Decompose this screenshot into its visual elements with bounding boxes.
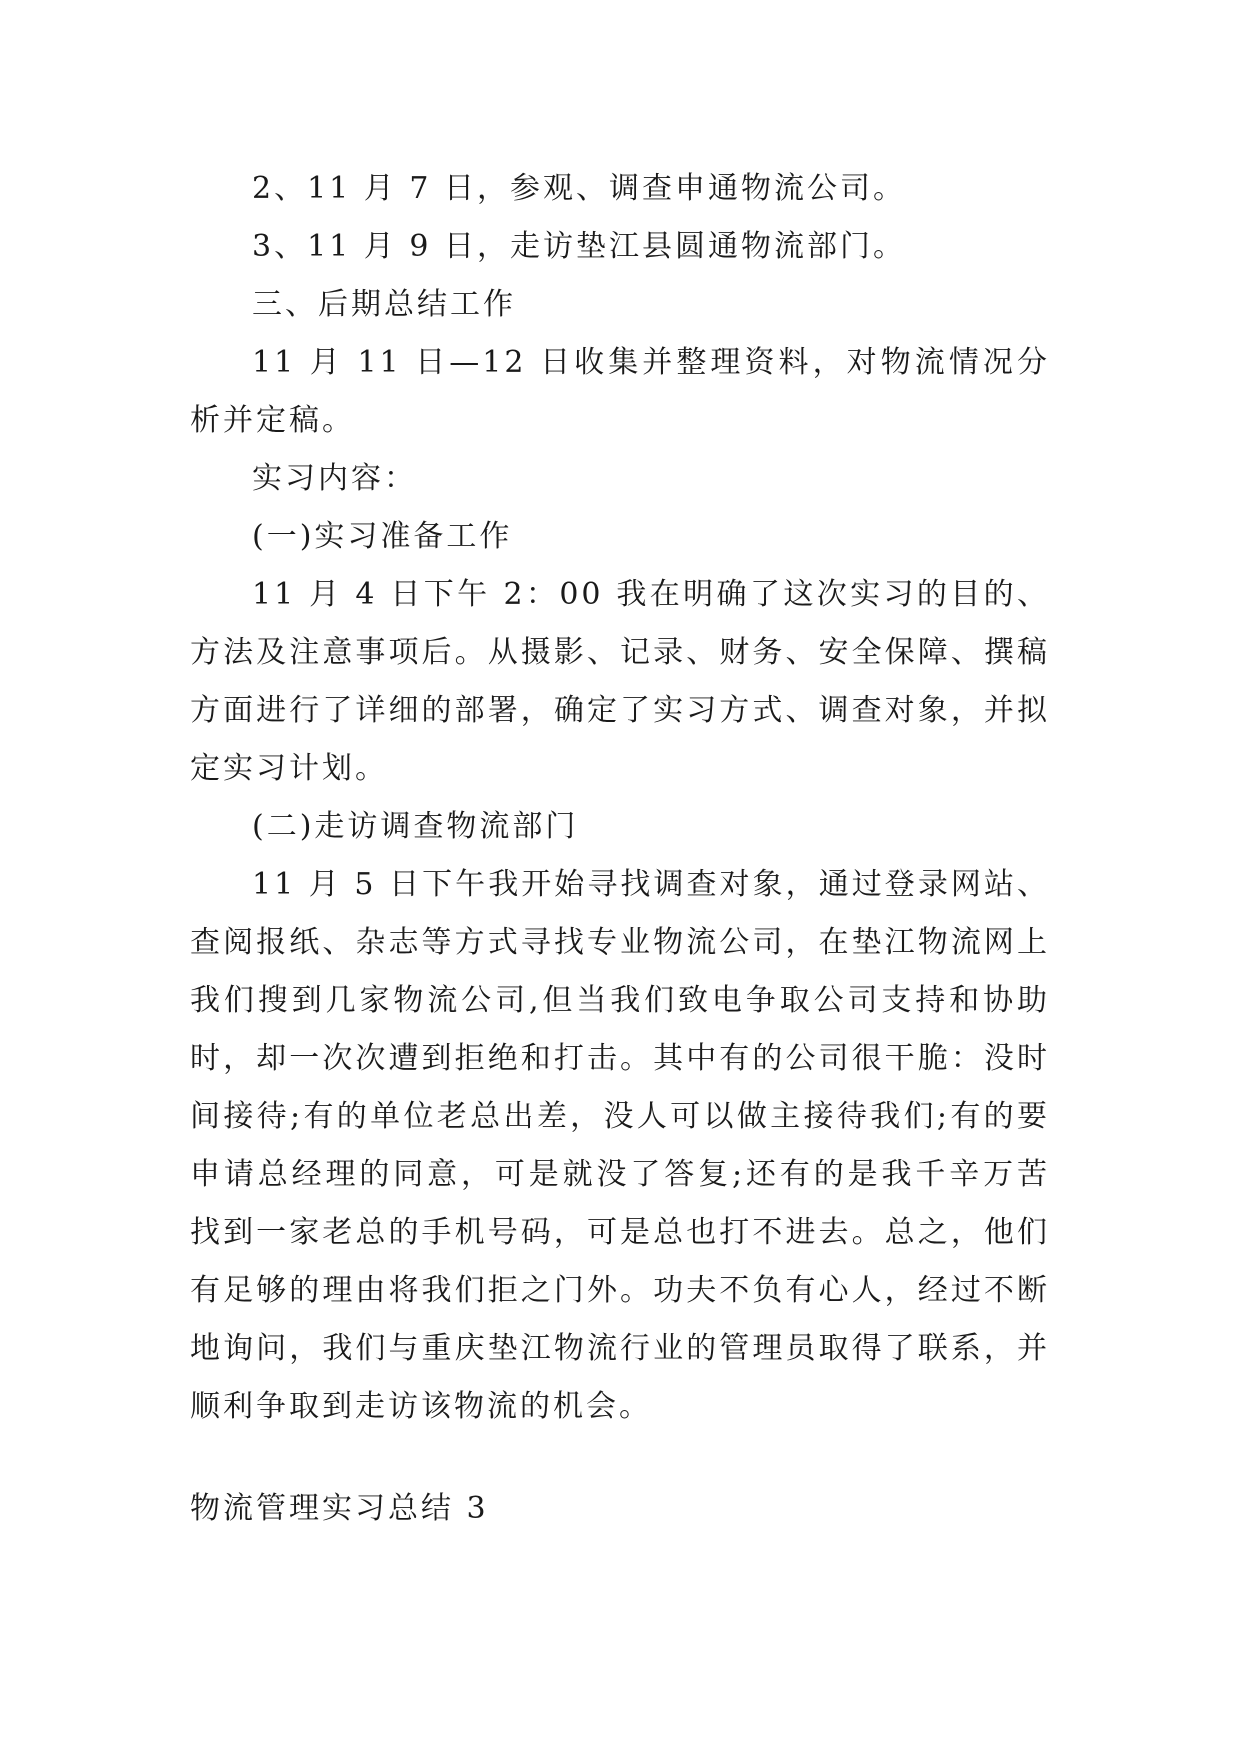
- paragraph-section-heading-summary: 三、后期总结工作: [252, 287, 516, 322]
- paragraph-preparation-details: 11 月 4 日下午 2：00 我在明确了这次实习的目的、方法及注意事项后。从摄影、记录、财务、安全保障、撰稿方面进行了详细的部署，确定了实习方式、调查对象，并拟定实习计划。: [190, 577, 1050, 786]
- paragraph-schedule-item-2: 2、11 月 7 日，参观、调查申通物流公司。: [252, 171, 906, 206]
- paragraph-internship-content-label: 实习内容：: [252, 461, 417, 496]
- paragraph-schedule-item-3: 3、11 月 9 日，走访垫江县圆通物流部门。: [252, 229, 906, 264]
- paragraph-subheading-preparation: (一)实习准备工作: [252, 519, 513, 554]
- paragraph-visit-details: 11 月 5 日下午我开始寻找调查对象，通过登录网站、查阅报纸、杂志等方式寻找专业物流公司，在垫江物流网上我们搜到几家物流公司,但当我们致电争取公司支持和协助时，却一次次遭到拒绝和打击。其中有的公司很干脆：没时间接待;有的单位老总出差，没人可以做主接待我们;有的要申请总经理的同意，可是就没了答复;还有的是我千辛万苦找到一家老总的手机号码，可是总也打不进去。总之，他们有足够的理由将我们拒之门外。功夫不负有心人，经过不断地询问，我们与重庆垫江物流行业的管理员取得了联系，并顺利争取到走访该物流的机会。: [190, 867, 1050, 1424]
- document-body: [190, 160, 1050, 1436]
- section-title: 物流管理实习总结 3: [190, 1491, 489, 1526]
- paragraph-summary-dates: 11 月 11 日—12 日收集并整理资料，对物流情况分析并定稿。: [190, 345, 1050, 438]
- paragraph-subheading-visit: (二)走访调查物流部门: [252, 809, 579, 844]
